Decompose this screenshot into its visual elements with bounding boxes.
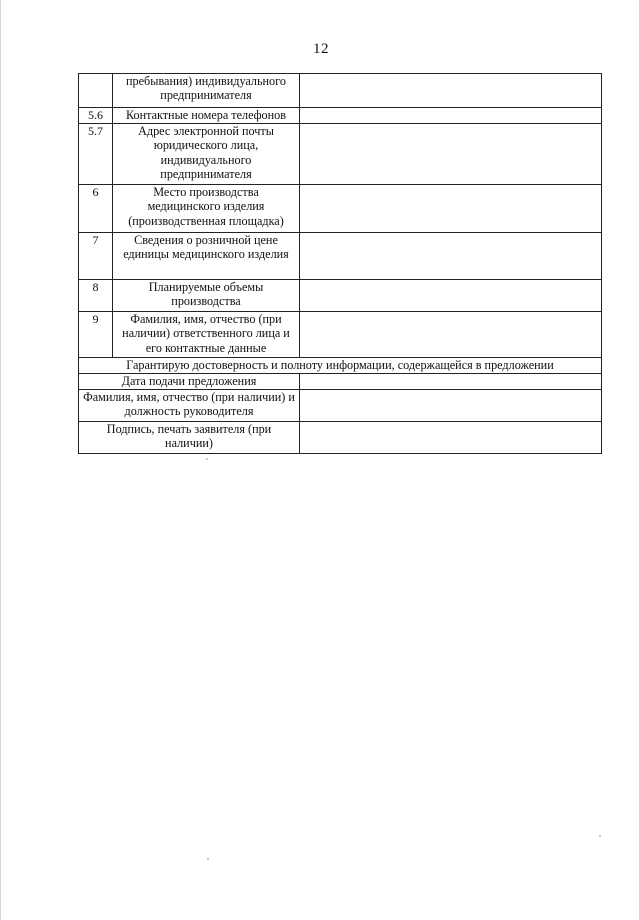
row-value-cell: [300, 108, 602, 124]
row-label: Планируемые объемы производства: [113, 280, 300, 312]
row-number: 5.7: [79, 124, 113, 185]
row-label: Контактные номера телефонов: [113, 108, 300, 124]
footer-value-cell: [300, 390, 602, 422]
table-row: [79, 374, 602, 390]
row-number: 6: [79, 185, 113, 233]
table-row: [79, 390, 602, 422]
row-value-cell: [300, 74, 602, 108]
footer-label: Дата подачи предложения: [79, 374, 300, 390]
scan-speck: [206, 458, 208, 460]
row-value-cell: [300, 124, 602, 185]
table-row: [79, 108, 602, 124]
footer-label: Подпись, печать заявителя (при наличии): [79, 422, 300, 454]
row-number: 8: [79, 280, 113, 312]
row-value-cell: [300, 185, 602, 233]
table-row: [79, 422, 602, 454]
row-value-cell: [300, 312, 602, 358]
row-label: Место производства медицинского изделия (производственная площадка): [113, 185, 300, 233]
row-number: 7: [79, 233, 113, 280]
application-form-table: [78, 73, 602, 454]
guarantee-statement: Гарантирую достоверность и полноту информации, содержащейся в предложении: [79, 358, 602, 374]
guarantee-row: [79, 358, 602, 374]
table-row: [79, 233, 602, 280]
row-number: [79, 74, 113, 108]
row-label: Адрес электронной почты юридического лица, индивидуального предпринимателя: [113, 124, 300, 185]
row-value-cell: [300, 280, 602, 312]
table-row: [79, 280, 602, 312]
row-label: Фамилия, имя, отчество (при наличии) ответственного лица и его контактные данные: [113, 312, 300, 358]
scan-speck: [599, 835, 601, 837]
scan-speck: [207, 858, 209, 860]
row-label: Сведения о розничной цене единицы медицинского изделия: [113, 233, 300, 280]
table-row: [79, 185, 602, 233]
row-value-cell: [300, 233, 602, 280]
table-row: [79, 124, 602, 185]
row-number: 9: [79, 312, 113, 358]
row-label: пребывания) индивидуального предпринимателя: [113, 74, 300, 108]
footer-value-cell: [300, 374, 602, 390]
table-row: [79, 74, 602, 108]
row-number: 5.6: [79, 108, 113, 124]
page-number: 12: [313, 41, 329, 57]
table-row: [79, 312, 602, 358]
footer-label: Фамилия, имя, отчество (при наличии) и должность руководителя: [79, 390, 300, 422]
footer-value-cell: [300, 422, 602, 454]
